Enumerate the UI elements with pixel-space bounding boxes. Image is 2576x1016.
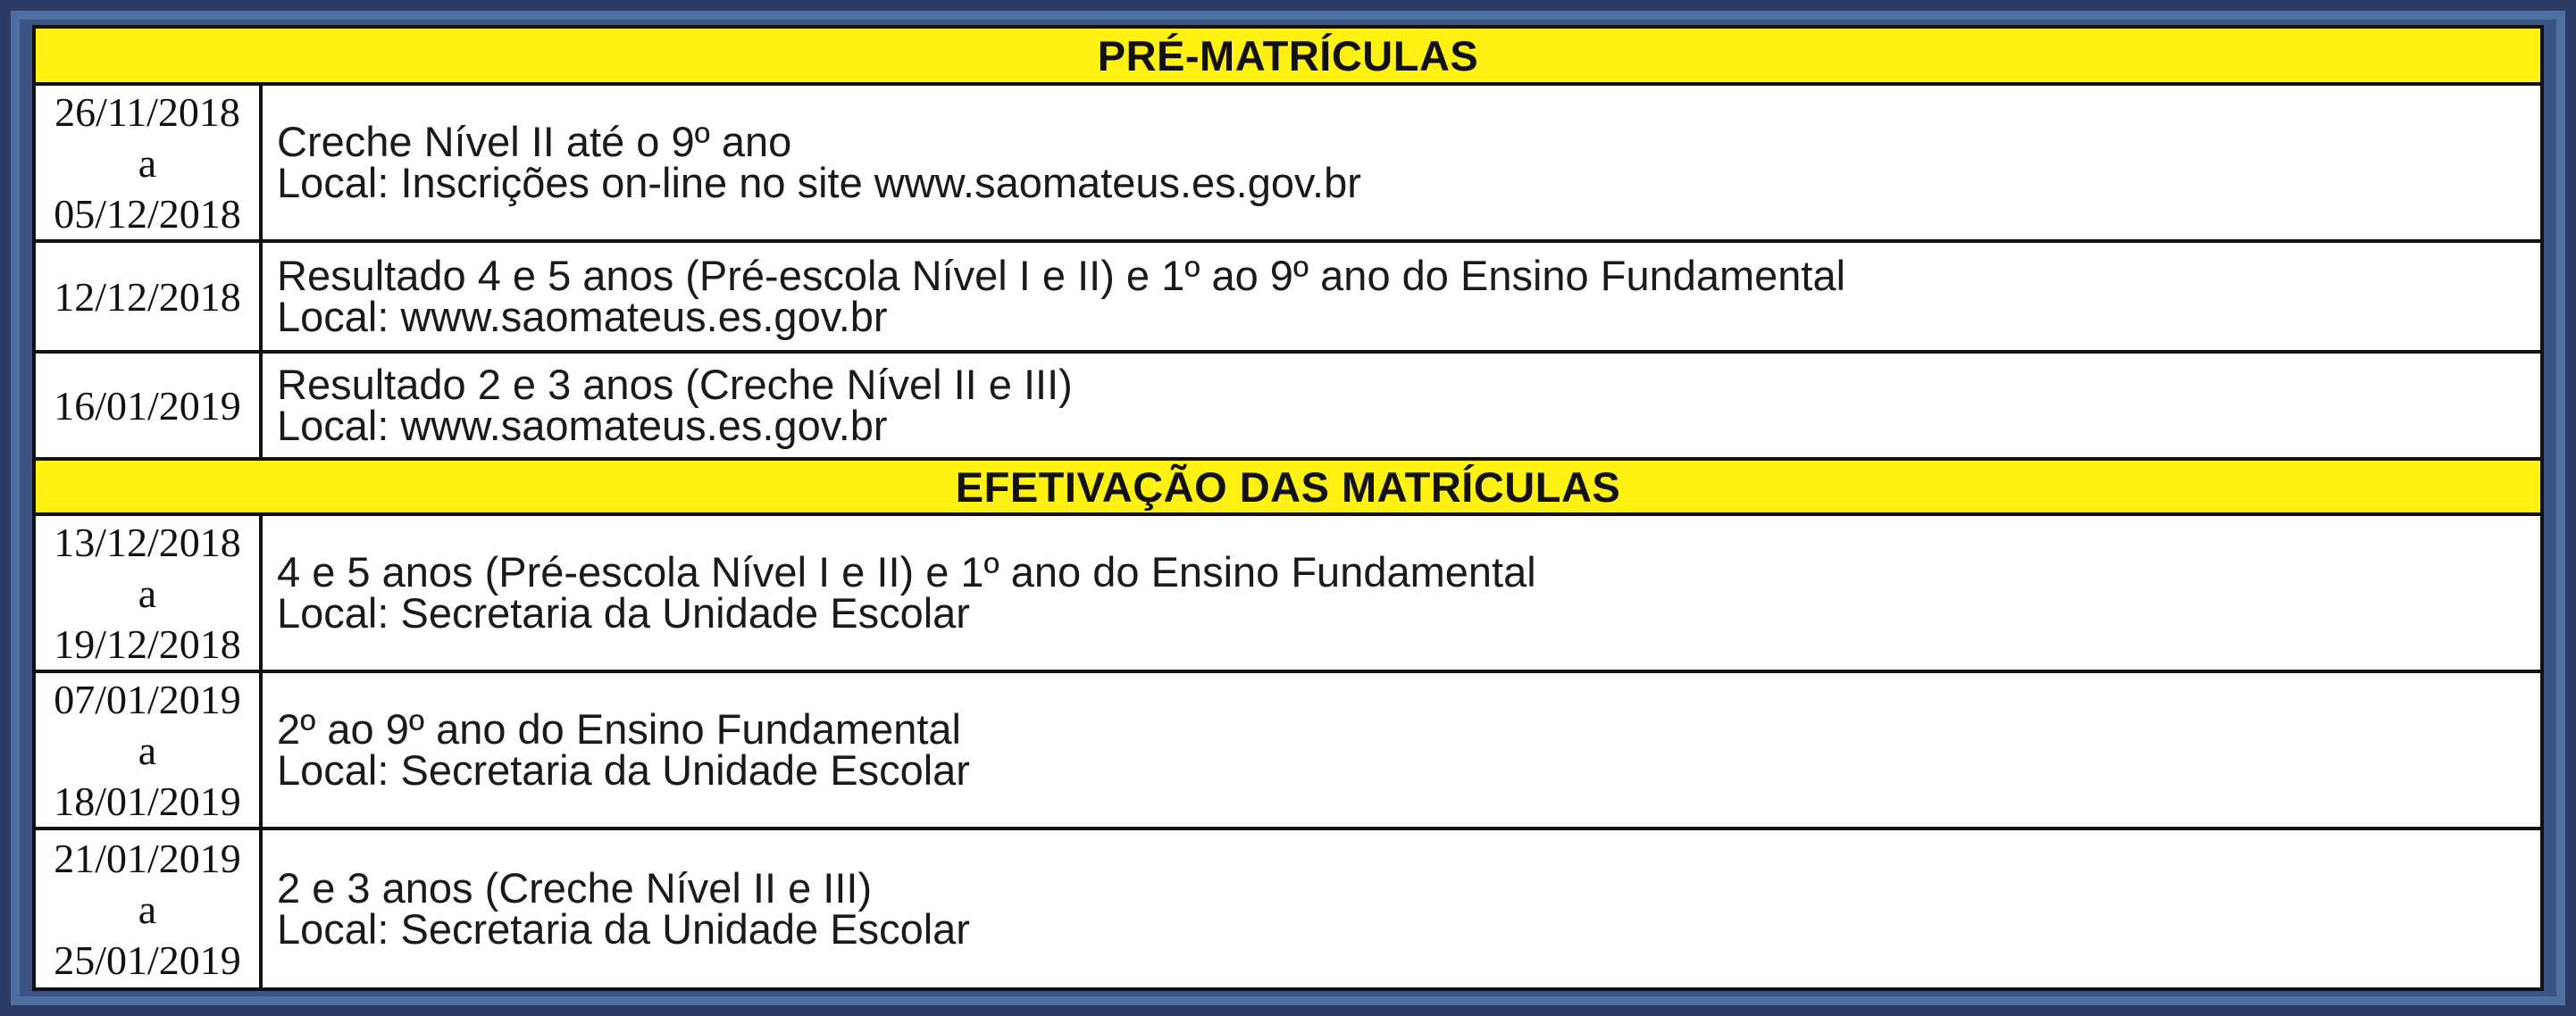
date-end: 05/12/2018 bbox=[54, 190, 241, 237]
description-cell bbox=[263, 86, 2540, 239]
description-text: Resultado 4 e 5 anos (Pré-escola Nível I e II) e 1º ao 9º ano do Ensino Fundamental bbox=[277, 252, 1846, 299]
date-start: 26/11/2018 bbox=[54, 88, 240, 135]
location-text: Local: Secretaria da Unidade Escolar bbox=[277, 905, 970, 953]
table-row bbox=[36, 354, 2540, 461]
date-start: 13/12/2018 bbox=[54, 519, 241, 565]
date-end: 25/01/2019 bbox=[54, 937, 241, 983]
section-header-pre-matriculas bbox=[36, 29, 2540, 86]
date-start: 07/01/2019 bbox=[54, 676, 241, 722]
date-cell bbox=[36, 86, 263, 239]
location-text: Local: Secretaria da Unidade Escolar bbox=[277, 746, 970, 794]
description-text: 2 e 3 anos (Creche Nível II e III) bbox=[277, 864, 873, 912]
description-text: Resultado 2 e 3 anos (Creche Nível II e III) bbox=[277, 361, 1073, 408]
table-row bbox=[36, 243, 2540, 354]
location-text: Local: www.saomateus.es.gov.br bbox=[277, 402, 888, 449]
table-row bbox=[36, 830, 2540, 987]
description-text: 2º ao 9º ano do Ensino Fundamental bbox=[277, 705, 961, 753]
date: 16/01/2019 bbox=[54, 382, 241, 429]
date-cell bbox=[36, 243, 263, 350]
location-text: Local: www.saomateus.es.gov.br bbox=[277, 293, 888, 340]
date-connector: a bbox=[138, 570, 157, 616]
date-end: 19/12/2018 bbox=[54, 620, 241, 667]
date-start: 21/01/2019 bbox=[54, 835, 241, 881]
table-row bbox=[36, 86, 2540, 243]
date-cell bbox=[36, 354, 263, 457]
table-row bbox=[36, 673, 2540, 830]
table-row bbox=[36, 516, 2540, 673]
schedule-table bbox=[32, 25, 2544, 991]
description-cell bbox=[263, 516, 2540, 670]
location-text: Local: Secretaria da Unidade Escolar bbox=[277, 589, 970, 637]
description-text: 4 e 5 anos (Pré-escola Nível I e II) e 1º ano do Ensino Fundamental bbox=[277, 548, 1536, 595]
description-cell bbox=[263, 354, 2540, 457]
description-text: Creche Nível II até o 9º ano bbox=[277, 118, 792, 165]
date-cell bbox=[36, 830, 263, 987]
description-cell bbox=[263, 830, 2540, 987]
section-heading: PRÉ-MATRÍCULAS bbox=[1097, 31, 1479, 79]
date-connector: a bbox=[138, 886, 157, 932]
section-header-efetivacao bbox=[36, 461, 2540, 516]
date-connector: a bbox=[138, 727, 157, 773]
date: 12/12/2018 bbox=[54, 273, 241, 320]
date-cell bbox=[36, 516, 263, 670]
location-text: Local: Inscrições on-line no site www.saomateus.es.gov.br bbox=[277, 159, 1361, 206]
description-cell bbox=[263, 243, 2540, 350]
section-heading: EFETIVAÇÃO DAS MATRÍCULAS bbox=[955, 462, 1621, 511]
date-cell bbox=[36, 673, 263, 827]
date-end: 18/01/2019 bbox=[54, 778, 241, 824]
date-connector: a bbox=[138, 139, 157, 186]
description-cell bbox=[263, 673, 2540, 827]
